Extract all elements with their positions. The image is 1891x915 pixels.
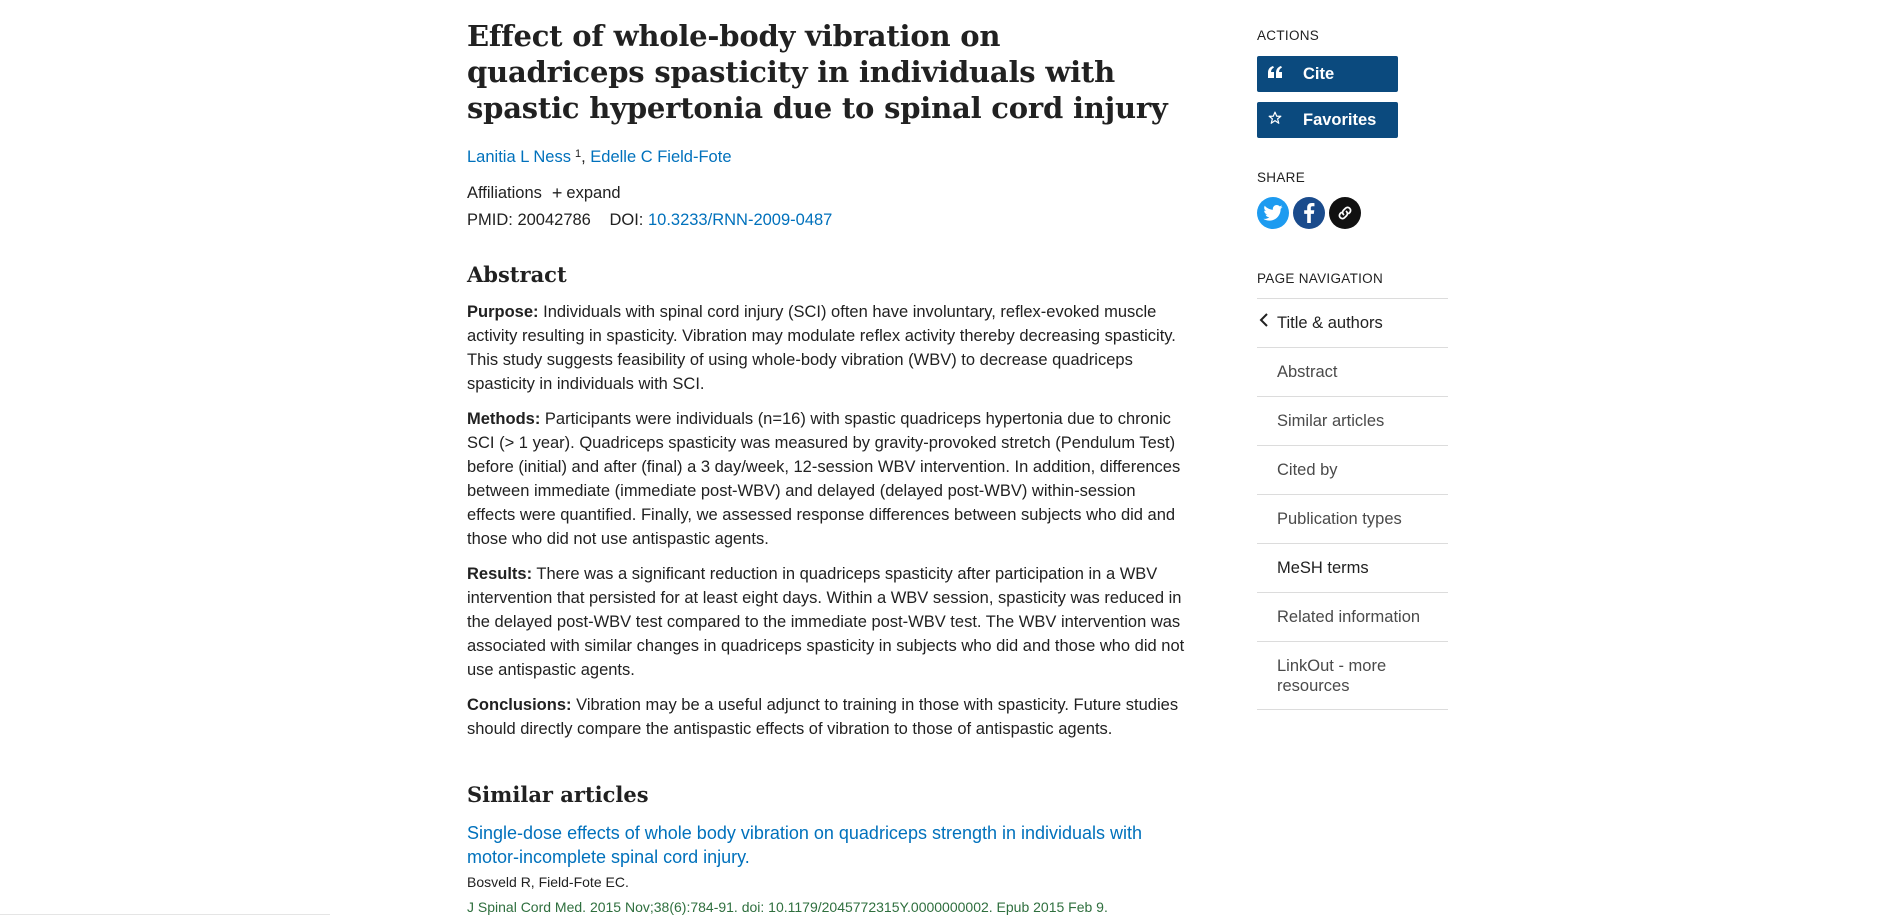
- author-list: [467, 146, 1187, 168]
- cite-button[interactable]: [1257, 56, 1398, 92]
- nav-item-label: MeSH terms: [1277, 559, 1369, 577]
- nav-item-label: Cited by: [1277, 461, 1338, 479]
- chevron-left-icon: [1259, 313, 1269, 333]
- page-navigation-list: [1257, 298, 1448, 710]
- facebook-icon[interactable]: [1293, 197, 1325, 229]
- nav-item-label: Related information: [1277, 608, 1421, 626]
- doi-link[interactable]: 10.3233/RNN-2009-0487: [647, 211, 833, 229]
- nav-item-title-authors[interactable]: [1257, 299, 1448, 348]
- abstract-results: [467, 562, 1187, 682]
- similar-article-citation: J Spinal Cord Med. 2015 Nov;38(6):784-91. doi: 10.1179/2045772315Y.0000000002. Epub 2015 Feb 9.: [467, 899, 1108, 915]
- similar-article-title-link[interactable]: Single-dose effects of whole body vibration on quadriceps strength in individuals with motor-incomplete spinal cord injury.: [467, 823, 1143, 867]
- affiliations-label: Affiliations: [467, 184, 542, 202]
- link-icon[interactable]: [1329, 197, 1361, 229]
- author-link[interactable]: Lanitia L Ness: [467, 148, 571, 166]
- share-heading: SHARE: [1257, 170, 1306, 185]
- nav-item-related-information[interactable]: [1257, 593, 1448, 642]
- nav-item-cited-by[interactable]: [1257, 446, 1448, 495]
- twitter-icon[interactable]: [1257, 197, 1289, 229]
- nav-item-mesh-terms[interactable]: [1257, 544, 1448, 593]
- nav-item-label: Similar articles: [1277, 412, 1385, 430]
- abstract-purpose: [467, 300, 1187, 396]
- author-link[interactable]: Edelle C Field-Fote: [590, 148, 732, 166]
- article-title: Effect of whole-body vibration on quadriceps spasticity in individuals with spastic hypertonia due to spinal cord injury: [467, 19, 1168, 125]
- cite-label: Cite: [1303, 64, 1335, 83]
- section-text: Participants were individuals (n=16) with spastic quadriceps hypertonia due to chronic SCI (> 1 year). Quadriceps spasticity was measured by gravity-provoked stretch (Pendulum Test) before (initial) and after (final) a 3 day/week, 12-session WBV intervention. In addition, differences between immediate (immediate post-WBV) and delayed (delayed post-WBV) within-session effects were quantified. Finally, we assessed response differences between subjects who did and those who did not use antispastic agents.: [467, 410, 1181, 548]
- section-label: Conclusions:: [467, 696, 572, 714]
- identifiers: [467, 209, 1187, 231]
- section-label: Methods:: [467, 410, 541, 428]
- affiliation-sup[interactable]: 1: [574, 148, 582, 160]
- similar-article-item: [467, 821, 1187, 915]
- doi-label: DOI:: [609, 211, 644, 229]
- nav-item-publication-types[interactable]: [1257, 495, 1448, 544]
- nav-item-label: Publication types: [1277, 510, 1402, 528]
- nav-item-linkout[interactable]: [1257, 642, 1448, 710]
- similar-article-authors: Bosveld R, Field-Fote EC.: [467, 874, 629, 890]
- section-text: There was a significant reduction in quadriceps spasticity after participation in a WBV intervention that persisted for at least eight days. Within a WBV session, spasticity was reduced in the delayed post-WBV test compared to the immediate post-WBV test. The WBV intervention was associated with similar changes in quadriceps spasticity in subjects who did and those who did not use antispastic agents.: [467, 565, 1185, 679]
- nav-item-label: LinkOut - more resources: [1277, 656, 1387, 695]
- nav-item-similar-articles[interactable]: [1257, 397, 1448, 446]
- abstract-heading: Abstract: [467, 262, 567, 287]
- share-buttons: [1257, 197, 1448, 229]
- section-label: Purpose:: [467, 303, 539, 321]
- favorites-label: Favorites: [1303, 110, 1377, 129]
- actions-heading: ACTIONS: [1257, 28, 1320, 43]
- favorites-button[interactable]: [1257, 102, 1398, 138]
- nav-item-abstract[interactable]: [1257, 348, 1448, 397]
- section-text: Individuals with spinal cord injury (SCI) often have involuntary, reflex-evoked muscle activity resulting in spasticity. Vibration may modulate reflex activity thereby decreasing spasticity. This study suggests feasibility of using whole-body vibration (WBV) to decrease quadriceps spasticity in individuals with SCI.: [467, 303, 1176, 393]
- plus-icon[interactable]: +: [551, 183, 563, 203]
- section-label: Results:: [467, 565, 533, 583]
- pmid-label: PMID:: [467, 211, 513, 229]
- nav-item-label: Title & authors: [1277, 314, 1383, 332]
- similar-articles-heading: Similar articles: [467, 782, 649, 807]
- expand-toggle[interactable]: expand: [566, 184, 621, 202]
- author-separator: ,: [581, 148, 586, 166]
- star-icon: [1257, 111, 1293, 130]
- section-text: Vibration may be a useful adjunct to training in those with spasticity. Future studies should directly compare the antispastic effects of vibration to those of antispastic agents.: [467, 696, 1179, 738]
- abstract-methods: [467, 407, 1187, 551]
- article-main: [467, 0, 1187, 915]
- abstract-conclusions: [467, 693, 1187, 741]
- page-navigation-heading: PAGE NAVIGATION: [1257, 271, 1384, 286]
- pmid-value: 20042786: [517, 211, 591, 229]
- affiliations-row: [467, 182, 1187, 204]
- nav-item-label: Abstract: [1277, 363, 1338, 381]
- sidebar: [1257, 0, 1448, 710]
- quote-icon: [1257, 65, 1293, 83]
